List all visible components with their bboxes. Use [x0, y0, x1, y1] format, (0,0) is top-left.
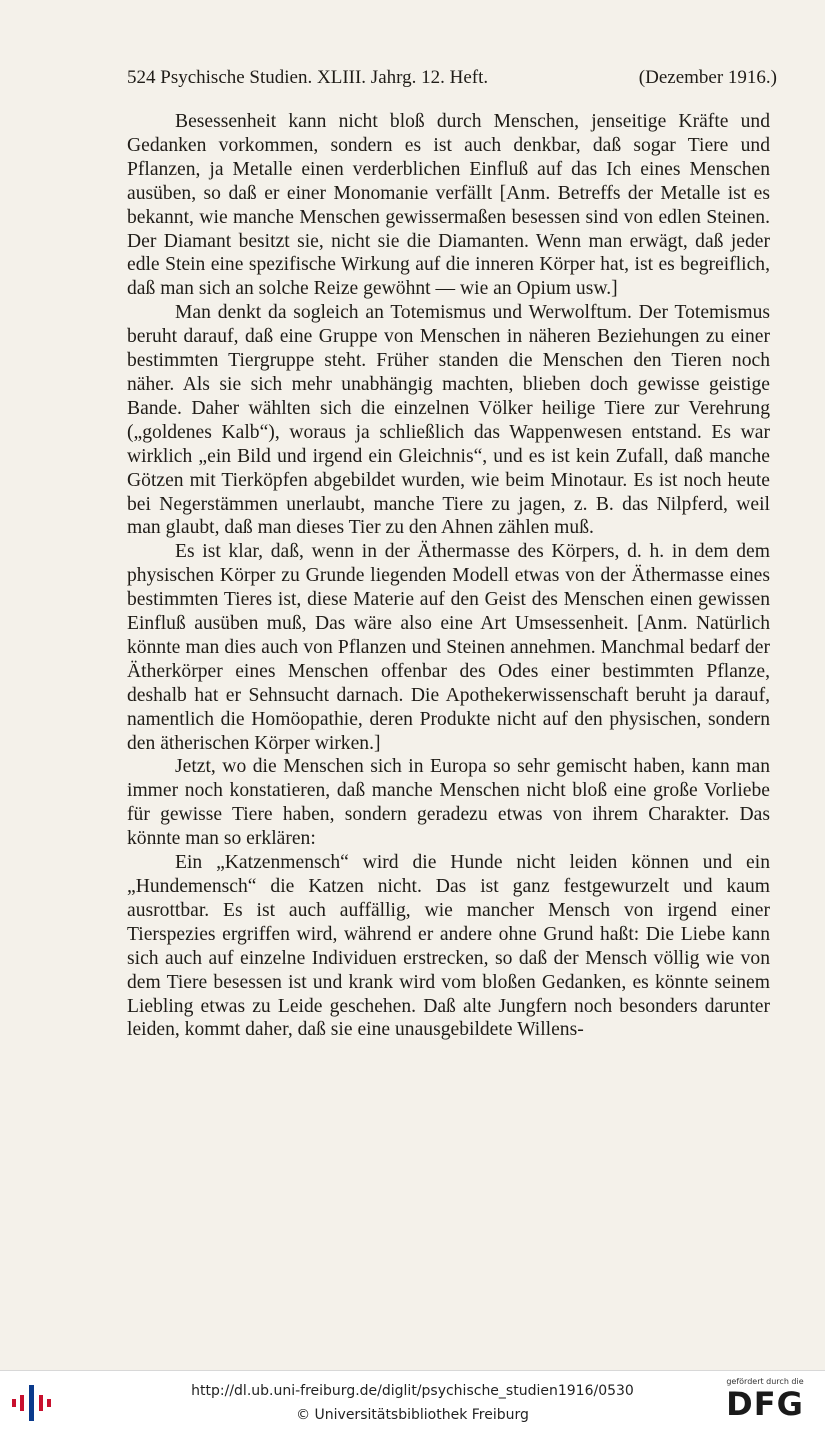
copyright-notice: © Universitätsbibliothek Freiburg	[296, 1407, 529, 1423]
running-head	[127, 67, 777, 89]
paragraph-3: Es ist klar, daß, wenn in der Äthermasse des Körpers, d. h. in dem dem physischen Körper zu Grunde liegenden Modell etwas von der Äthermasse eines bestimmten Tieres ist, diese Materie auf den Geist des Menschen einen gewissen Einfluß ausüben muß, Das wäre also eine Art Umsessenheit. [Anm. Natürlich könnte man dies auch von Pflanzen und Steinen annehmen. Manchmal bedarf der Ätherkörper eines Menschen offenbar des Odes einer bestimmten Pflanze, deshalb hat er Sehnsucht darnach. Die Apothekerwissenschaft beruht ja darauf, namentlich die Homöopathie, deren Produkte nicht auf den physischen, sondern den ätherischen Körper wirken.]	[127, 541, 770, 754]
dfg-mark: DFG	[726, 1385, 804, 1423]
dfg-logo	[715, 1377, 815, 1427]
running-head-left: 524 Psychische Studien. XLIII. Jahrg. 12. Heft.	[127, 67, 489, 88]
dfg-caption: gefördert durch die	[726, 1377, 804, 1386]
permalink-url[interactable]: http://dl.ub.uni-freiburg.de/diglit/psychische_studien1916/0530	[191, 1383, 634, 1399]
viewer-footer	[0, 1370, 825, 1431]
paragraph-5: Ein „Katzenmensch“ wird die Hunde nicht leiden können und ein „Hundemensch“ die Katzen nicht. Das ist ganz festgewurzelt und kaum ausrottbar. Es ist auch auffällig, wie mancher Mensch von irgend einer Tierspezies ergriffen wird, während er andere ohne Grund haßt: Die Liebe kann sich auch auf einzelne Individuen erstrecken, so daß der Mensch völlig wie von dem Tiere besessen ist und krank wird vom bloßen Gedanken, es könnte seinem Liebling etwas zu Leide geschehen. Daß alte Jungfern noch besonders darunter leiden, kommt daher, daß sie eine unausgebildete Willens-	[127, 852, 770, 1041]
paragraph-1: Besessenheit kann nicht bloß durch Menschen, jenseitige Kräfte und Gedanken vorkommen, sondern es ist auch denkbar, daß sogar Tiere und Pflanzen, ja Metalle einen verderblichen Einfluß auf das Ich eines Menschen ausüben, so daß er einer Monomanie verfällt [Anm. Betreffs der Metalle ist es bekannt, wie manche Menschen gewissermaßen besessen sind von edlen Steinen. Der Diamant besitzt sie, nicht sie die Diamanten. Wenn man erwägt, daß jeder edle Stein eine spezifische Wirkung auf die inneren Körper hat, ist es begreiflich, daß man sich an solche Reize gewöhnt — wie an Opium usw.]	[127, 111, 770, 300]
running-head-right: (Dezember 1916.)	[638, 67, 777, 88]
paragraph-4: Jetzt, wo die Menschen sich in Europa so sehr gemischt haben, kann man immer noch konstatieren, daß manche Menschen nicht bloß eine große Vorliebe für gewisse Tiere haben, sondern geradezu etwas von ihrem Charakter. Das könnte man so erklären:	[127, 756, 770, 850]
body-text	[127, 110, 770, 1042]
paragraph-2: Man denkt da sogleich an Totemismus und Werwolftum. Der Totemismus beruht darauf, daß eine Gruppe von Menschen in näheren Beziehungen zu einer bestimmten Tiergruppe steht. Früher standen die Menschen den Tieren noch näher. Als sie sich mehr unabhängig machten, blieben doch gewisse geistige Bande. Daher wählten sich die einzelnen Völker heilige Tiere zur Verehrung („goldenes Kalb“), woraus ja schließlich das Wappenwesen entstand. Es war wirklich „ein Bild und irgend ein Gleichnis“, und es ist kein Zufall, daß manche Götzen mit Tierköpfen abgebildet wurden, wie beim Minotaur. Es ist noch heute bei Negerstämmen unerlaubt, manche Tiere zu jagen, z. B. das Nilpferd, weil man glaubt, daß man dieses Tier zu den Ahnen zählen muß.	[127, 302, 770, 539]
